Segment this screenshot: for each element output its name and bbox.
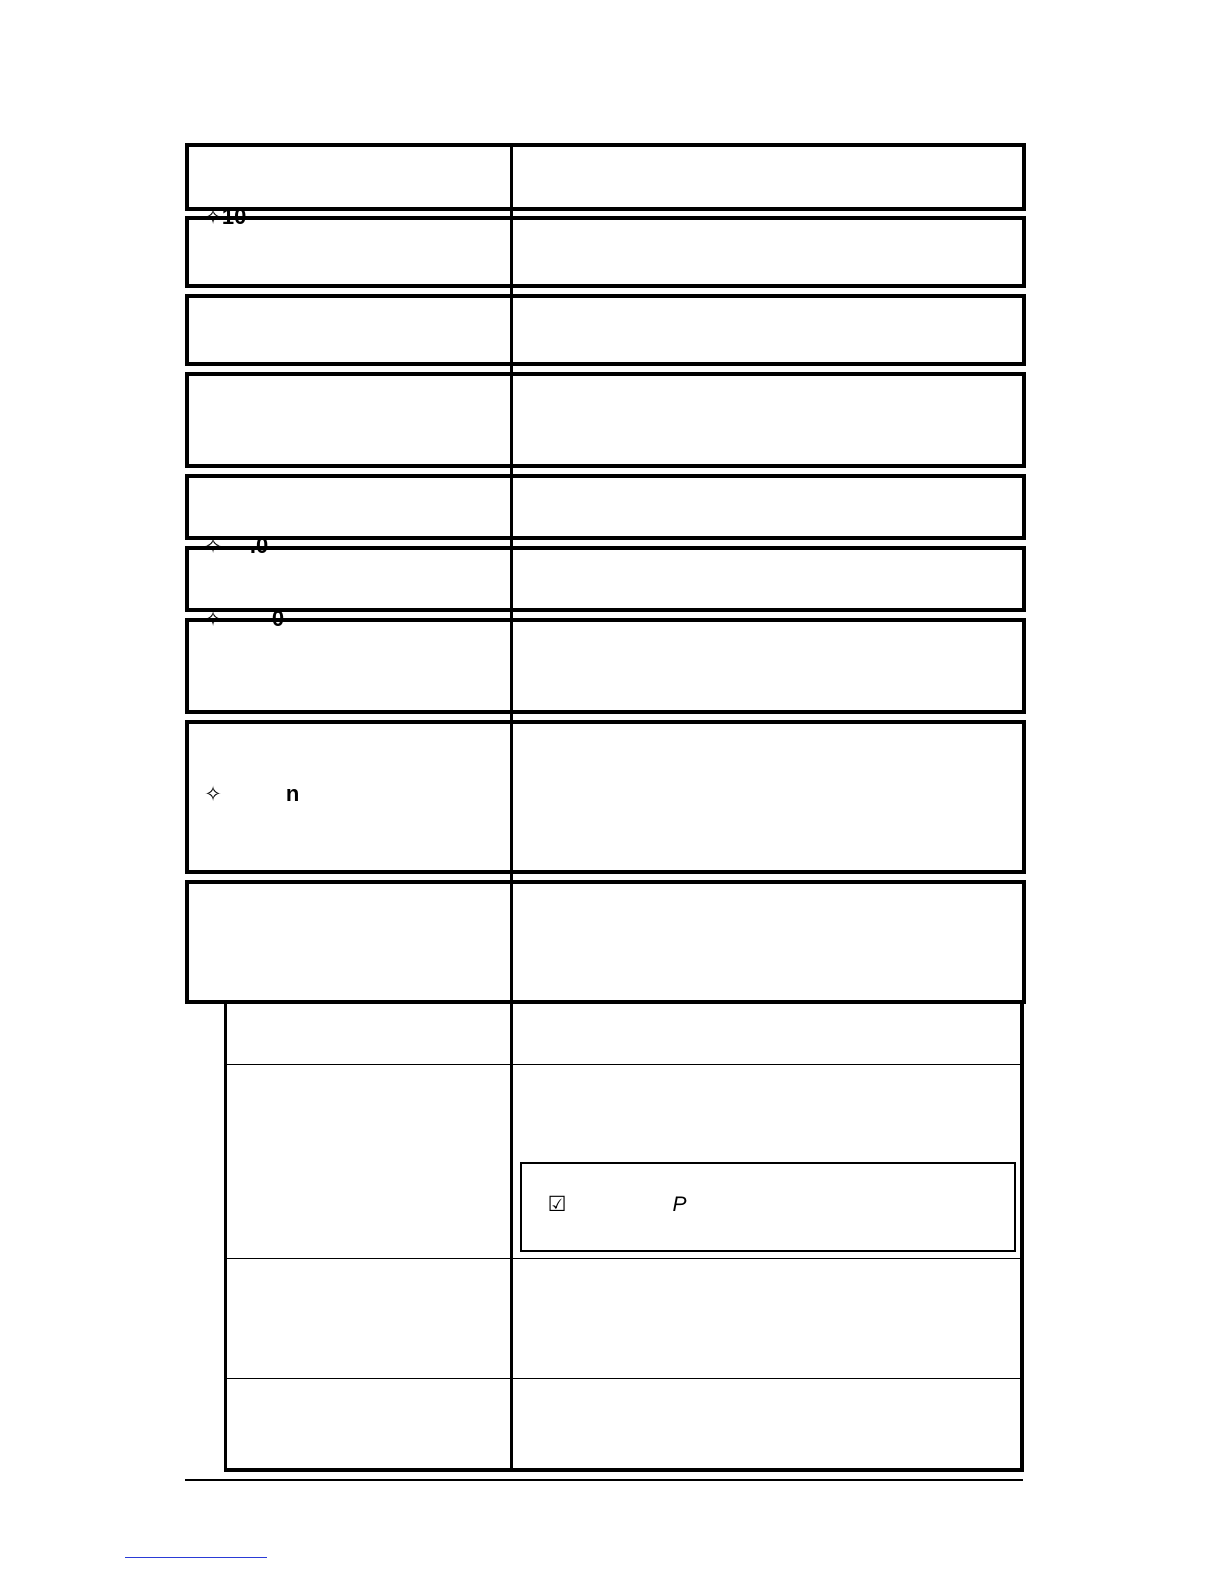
checkbox-icon: ☑ bbox=[547, 1192, 567, 1216]
star-icon: ✧ bbox=[204, 534, 222, 558]
row-label: ✧ n bbox=[204, 781, 300, 806]
row-divider bbox=[224, 1378, 1024, 1379]
table-row bbox=[185, 546, 1026, 612]
table-row bbox=[185, 143, 1026, 211]
footer-rule bbox=[185, 1479, 1023, 1481]
row-label: ✧ 0 bbox=[204, 606, 285, 631]
column-divider bbox=[510, 1002, 513, 1472]
table-bottom-border bbox=[224, 1468, 1024, 1472]
table-row bbox=[185, 294, 1026, 366]
table-row bbox=[185, 720, 1026, 874]
table-row bbox=[185, 372, 1026, 468]
table-row bbox=[185, 880, 1026, 1004]
table-row bbox=[185, 474, 1026, 540]
row-divider bbox=[224, 1258, 1024, 1259]
column-divider bbox=[510, 143, 513, 1004]
table-right-border bbox=[1020, 1002, 1024, 1472]
footer-link-underline[interactable] bbox=[125, 1557, 267, 1558]
table-left-border bbox=[224, 1002, 227, 1472]
star-icon: ✧ bbox=[204, 607, 222, 631]
table-row bbox=[185, 618, 1026, 714]
row-label: ✧10 bbox=[204, 204, 247, 229]
note-text: ☑ P bbox=[547, 1192, 687, 1216]
row-divider bbox=[224, 1064, 1024, 1065]
star-icon: ✧ bbox=[204, 205, 222, 229]
star-icon: ✧ bbox=[204, 782, 222, 806]
table-row bbox=[185, 216, 1026, 288]
row-label: ✧ .0 bbox=[204, 533, 269, 558]
